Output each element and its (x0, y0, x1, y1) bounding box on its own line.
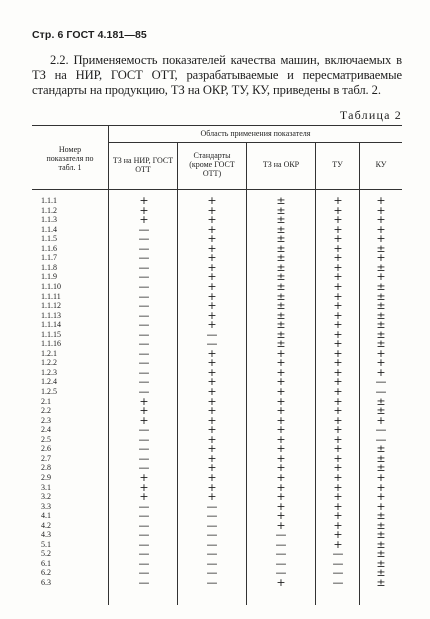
applicability-cell: — (138, 327, 150, 341)
applicability-cell: + (276, 480, 286, 494)
applicability-cell: — (375, 432, 387, 446)
applicability-cell: + (207, 203, 217, 217)
applicability-cell: + (376, 346, 386, 360)
applicability-cell: — (138, 365, 150, 379)
applicability-cell: + (333, 318, 343, 332)
applicability-cell: — (138, 423, 150, 437)
row-number: 1.2.5 (41, 387, 57, 396)
applicability-cell: — (275, 528, 287, 542)
applicability-cell: + (276, 356, 286, 370)
applicability-cell: ± (276, 232, 286, 246)
applicability-cell: — (138, 232, 150, 246)
row-number: 5.1 (41, 539, 51, 549)
applicability-cell: + (333, 260, 343, 274)
applicability-cell: + (207, 289, 217, 303)
applicability-cell: + (139, 404, 149, 418)
applicability-cell: + (376, 356, 386, 370)
applicability-cell: ± (276, 289, 286, 303)
col-divider-1 (108, 125, 109, 605)
applicability-cell: + (333, 365, 343, 379)
applicability-cell: — (138, 356, 150, 370)
applicability-cell: ± (376, 461, 386, 475)
applicability-cell: + (333, 270, 343, 284)
applicability-cell: — (138, 528, 150, 542)
applicability-cell: — (138, 318, 150, 332)
row-number: 3.1 (41, 482, 51, 492)
applicability-cell: ± (276, 222, 286, 236)
applicability-cell: + (333, 470, 343, 484)
applicability-cell: + (333, 499, 343, 513)
row-number: 1.1.8 (41, 262, 57, 272)
applicability-cell: + (207, 222, 217, 236)
applicability-cell: + (207, 260, 217, 274)
group-header-rule (108, 142, 402, 143)
applicability-cell: — (375, 423, 387, 437)
applicability-cell: + (139, 213, 149, 227)
applicability-cell: + (376, 270, 386, 284)
row-number: 5.2 (41, 549, 51, 559)
table-top-rule (32, 125, 402, 126)
row-number: 1.1.2 (41, 205, 57, 215)
applicability-cell: + (333, 404, 343, 418)
applicability-cell: + (333, 375, 343, 389)
row-number: 4.1 (41, 511, 51, 521)
applicability-cell: + (207, 365, 217, 379)
applicability-cell: — (138, 308, 150, 322)
applicability-cell: — (206, 547, 218, 561)
applicability-cell: — (138, 375, 150, 389)
col-header-ku: КУ (375, 160, 387, 169)
applicability-cell: + (333, 461, 343, 475)
applicability-cell: + (376, 365, 386, 379)
applicability-cell: ± (376, 509, 386, 523)
row-number: 2.3 (41, 415, 51, 425)
row-number: 1.1.1 (41, 196, 57, 205)
applicability-cell: + (333, 279, 343, 293)
applicability-cell: + (333, 413, 343, 427)
applicability-cell: + (207, 251, 217, 265)
applicability-cell: + (333, 346, 343, 360)
row-number: 6.1 (41, 558, 51, 568)
applicability-cell: + (139, 413, 149, 427)
applicability-cell: — (138, 337, 150, 351)
applicability-cell: — (138, 385, 150, 398)
applicability-cell: + (276, 346, 286, 360)
row-number: 1.1.15 (41, 329, 61, 339)
applicability-cell: ± (276, 299, 286, 313)
applicability-cell: + (139, 194, 149, 207)
row-number: 2.9 (41, 472, 51, 482)
applicability-cell: ± (376, 566, 386, 580)
applicability-cell: — (206, 566, 218, 580)
applicability-cell: — (138, 251, 150, 265)
applicability-cell: — (206, 576, 218, 589)
applicability-cell: ± (376, 289, 386, 303)
applicability-cell: + (276, 365, 286, 379)
applicability-cell: + (276, 509, 286, 523)
applicability-cell: + (207, 470, 217, 484)
row-number: 1.2.4 (41, 377, 57, 387)
applicability-cell: + (207, 194, 217, 207)
applicability-cell: ± (276, 260, 286, 274)
applicability-cell: + (376, 413, 386, 427)
applicability-cell: ± (376, 451, 386, 465)
applicability-cell: + (333, 232, 343, 246)
applicability-cell: — (138, 279, 150, 293)
applicability-cell: + (207, 232, 217, 246)
applicability-cell: — (206, 509, 218, 523)
applicability-cell: + (333, 299, 343, 313)
applicability-cell: — (275, 547, 287, 561)
col-header-tz-okr: ТЗ на ОКР (262, 160, 300, 169)
applicability-cell: + (376, 480, 386, 494)
applicability-cell: + (333, 213, 343, 227)
applicability-cell: + (376, 499, 386, 513)
col-divider-2 (177, 142, 178, 605)
applicability-cell: + (276, 394, 286, 408)
applicability-cell: ± (276, 308, 286, 322)
row-number: 2.5 (41, 434, 51, 444)
applicability-cell: + (207, 308, 217, 322)
applicability-cell: — (138, 499, 150, 513)
row-number: 1.1.3 (41, 215, 57, 225)
applicability-cell: ± (376, 528, 386, 542)
applicability-cell: ± (376, 394, 386, 408)
col-header-tu: ТУ (332, 160, 343, 169)
applicability-cell: ± (276, 327, 286, 341)
applicability-cell: + (207, 404, 217, 418)
applicability-cell: — (138, 547, 150, 561)
applicability-cell: + (276, 518, 286, 532)
applicability-cell: + (276, 423, 286, 437)
row-number: 1.1.12 (41, 301, 61, 311)
applicability-cell: ± (276, 279, 286, 293)
applicability-cell: + (276, 413, 286, 427)
applicability-cell: + (207, 213, 217, 227)
applicability-cell: ± (376, 404, 386, 418)
applicability-cell: + (376, 490, 386, 504)
applicability-cell: + (207, 461, 217, 475)
row-number: 3.2 (41, 492, 51, 502)
row-number: 2.8 (41, 463, 51, 473)
applicability-cell: — (138, 260, 150, 274)
applicability-cell: — (138, 576, 150, 589)
col-divider-5 (359, 142, 360, 605)
row-number: 1.1.7 (41, 253, 57, 263)
applicability-cell: — (275, 556, 287, 570)
applicability-cell: — (138, 289, 150, 303)
applicability-cell: + (207, 413, 217, 427)
applicability-cell: + (333, 394, 343, 408)
row-number: 1.1.9 (41, 272, 57, 282)
applicability-cell: + (333, 251, 343, 265)
applicability-cell: + (139, 470, 149, 484)
applicability-cell: + (333, 423, 343, 437)
applicability-cell: ± (376, 576, 386, 589)
row-number: 1.2.3 (41, 367, 57, 377)
applicability-cell: ± (276, 241, 286, 255)
applicability-cell: ± (276, 203, 286, 217)
applicability-cell: + (333, 337, 343, 351)
applicability-cell: + (376, 194, 386, 207)
applicability-cell: + (276, 490, 286, 504)
applicability-cell: ± (376, 547, 386, 561)
header-bottom-rule (32, 189, 402, 190)
col-header-standards: Стандарты (кроме ГОСТ ОТТ) (189, 151, 235, 178)
applicability-cell: — (138, 461, 150, 475)
applicability-cell: + (207, 346, 217, 360)
applicability-cell: + (333, 451, 343, 465)
applicability-cell: — (138, 451, 150, 465)
row-number-header: Номер показателя по табл. 1 (46, 145, 94, 172)
applicability-cell: + (276, 375, 286, 389)
applicability-cell: + (376, 222, 386, 236)
row-number: 1.1.4 (41, 224, 57, 234)
applicability-cell: + (139, 480, 149, 494)
applicability-cell: — (138, 537, 150, 551)
applicability-cell: ± (376, 318, 386, 332)
row-number: 2.1 (41, 396, 51, 406)
applicability-cell: — (332, 576, 344, 589)
col-header-tz-nir: ТЗ на НИР, ГОСТ ОТТ (112, 156, 174, 174)
applicability-cell: ± (376, 299, 386, 313)
applicability-cell: ± (376, 279, 386, 293)
applicability-cell: — (206, 528, 218, 542)
applicability-cell: + (333, 509, 343, 523)
applicability-cell: + (276, 470, 286, 484)
applicability-cell: + (376, 232, 386, 246)
applicability-cell: ± (276, 251, 286, 265)
applicability-cell: — (275, 566, 287, 580)
applicability-cell: + (139, 203, 149, 217)
page-header: Стр. 6 ГОСТ 4.181—85 (32, 29, 147, 41)
applicability-cell: — (138, 442, 150, 456)
applicability-cell: — (332, 547, 344, 561)
applicability-cell: + (276, 499, 286, 513)
applicability-cell: + (207, 318, 217, 332)
applicability-cell: + (207, 299, 217, 313)
row-number: 1.1.6 (41, 243, 57, 253)
applicability-cell: ± (376, 537, 386, 551)
applicability-cell: — (332, 566, 344, 580)
applicability-cell: ± (276, 318, 286, 332)
applicability-cell: + (276, 451, 286, 465)
row-number: 1.1.11 (41, 291, 61, 301)
applicability-cell: + (333, 518, 343, 532)
applicability-cell: + (333, 537, 343, 551)
applicability-cell: — (375, 375, 387, 389)
row-number: 1.2.2 (41, 358, 57, 368)
applicability-cell: + (276, 576, 286, 589)
row-number: 2.4 (41, 425, 51, 435)
applicability-cell: + (139, 490, 149, 504)
applicability-cell: ± (376, 327, 386, 341)
applicability-cell: + (207, 385, 217, 398)
applicability-cell: — (275, 537, 287, 551)
applicability-cell: + (376, 203, 386, 217)
applicability-cell: + (276, 432, 286, 446)
applicability-cell: ± (376, 442, 386, 456)
applicability-cell: — (206, 537, 218, 551)
applicability-cell: — (138, 566, 150, 580)
applicability-cell: — (138, 222, 150, 236)
applicability-cell: ± (276, 194, 286, 207)
applicability-cell: + (207, 480, 217, 494)
applicability-cell: ± (376, 556, 386, 570)
row-number: 2.2 (41, 406, 51, 416)
row-number: 1.1.13 (41, 310, 61, 320)
applicability-cell: — (138, 270, 150, 284)
applicability-cell: — (332, 556, 344, 570)
applicability-cell: ± (376, 241, 386, 255)
intro-paragraph: 2.2. Применяемость показателей качества машин, включаемых в ТЗ на НИР, ГОСТ ОТТ, разрабатываемые и пересматриваемые стандарты на продукцию, ТЗ на ОКР, ТУ, КУ, приведены в табл. 2. (32, 53, 402, 98)
applicability-cell: + (207, 432, 217, 446)
applicability-cell: + (276, 461, 286, 475)
applicability-cell: ± (376, 260, 386, 274)
applicability-cell: + (207, 490, 217, 504)
applicability-cell: — (375, 385, 387, 398)
applicability-cell: + (207, 423, 217, 437)
applicability-cell: ± (376, 518, 386, 532)
table-caption: Таблица 2 (339, 108, 402, 122)
applicability-cell: + (276, 404, 286, 418)
applicability-cell: + (333, 222, 343, 236)
row-number: 3.3 (41, 501, 51, 511)
applicability-cell: — (138, 241, 150, 255)
applicability-cell: + (333, 528, 343, 542)
applicability-cell: ± (376, 337, 386, 351)
applicability-cell: ± (376, 308, 386, 322)
applicability-cell: + (207, 375, 217, 389)
row-number: 6.2 (41, 568, 51, 578)
applicability-cell: + (207, 442, 217, 456)
row-number: 1.1.5 (41, 234, 57, 244)
applicability-table (32, 125, 402, 605)
applicability-cell: — (138, 556, 150, 570)
row-number: 4.2 (41, 520, 51, 530)
applicability-cell: + (333, 241, 343, 255)
applicability-cell: — (206, 337, 218, 351)
row-number: 2.7 (41, 453, 51, 463)
applicability-cell: — (138, 346, 150, 360)
applicability-cell: ± (276, 213, 286, 227)
group-header: Область применения показателя (200, 129, 311, 138)
applicability-cell: — (206, 556, 218, 570)
applicability-cell: + (207, 279, 217, 293)
applicability-cell: — (206, 327, 218, 341)
applicability-cell: + (333, 327, 343, 341)
applicability-cell: + (207, 270, 217, 284)
applicability-cell: + (333, 490, 343, 504)
row-number: 1.1.10 (41, 281, 61, 291)
col-divider-3 (246, 142, 247, 605)
row-number: 1.1.16 (41, 339, 61, 349)
row-number: 1.2.1 (41, 348, 57, 358)
applicability-cell: + (333, 480, 343, 494)
applicability-cell: + (139, 394, 149, 408)
row-number: 6.3 (41, 578, 51, 587)
applicability-cell: + (207, 356, 217, 370)
row-number: 1.1.14 (41, 320, 61, 330)
applicability-cell: + (333, 442, 343, 456)
applicability-cell: — (206, 518, 218, 532)
applicability-cell: + (207, 394, 217, 408)
applicability-cell: + (333, 203, 343, 217)
applicability-cell: + (276, 385, 286, 398)
applicability-cell: ± (276, 337, 286, 351)
applicability-cell: + (376, 213, 386, 227)
applicability-cell: + (376, 251, 386, 265)
applicability-cell: + (207, 241, 217, 255)
applicability-cell: + (333, 289, 343, 303)
applicability-cell: — (206, 499, 218, 513)
row-number: 4.3 (41, 530, 51, 540)
applicability-cell: — (138, 432, 150, 446)
col-divider-4 (315, 142, 316, 605)
applicability-cell: — (138, 509, 150, 523)
applicability-cell: + (333, 432, 343, 446)
applicability-cell: + (333, 308, 343, 322)
applicability-cell: + (333, 356, 343, 370)
row-number: 2.6 (41, 444, 51, 454)
applicability-cell: + (276, 442, 286, 456)
applicability-cell: — (138, 299, 150, 313)
applicability-cell: + (333, 385, 343, 398)
applicability-cell: + (376, 470, 386, 484)
applicability-cell: + (207, 451, 217, 465)
applicability-cell: — (138, 518, 150, 532)
applicability-cell: + (333, 194, 343, 207)
applicability-cell: ± (276, 270, 286, 284)
